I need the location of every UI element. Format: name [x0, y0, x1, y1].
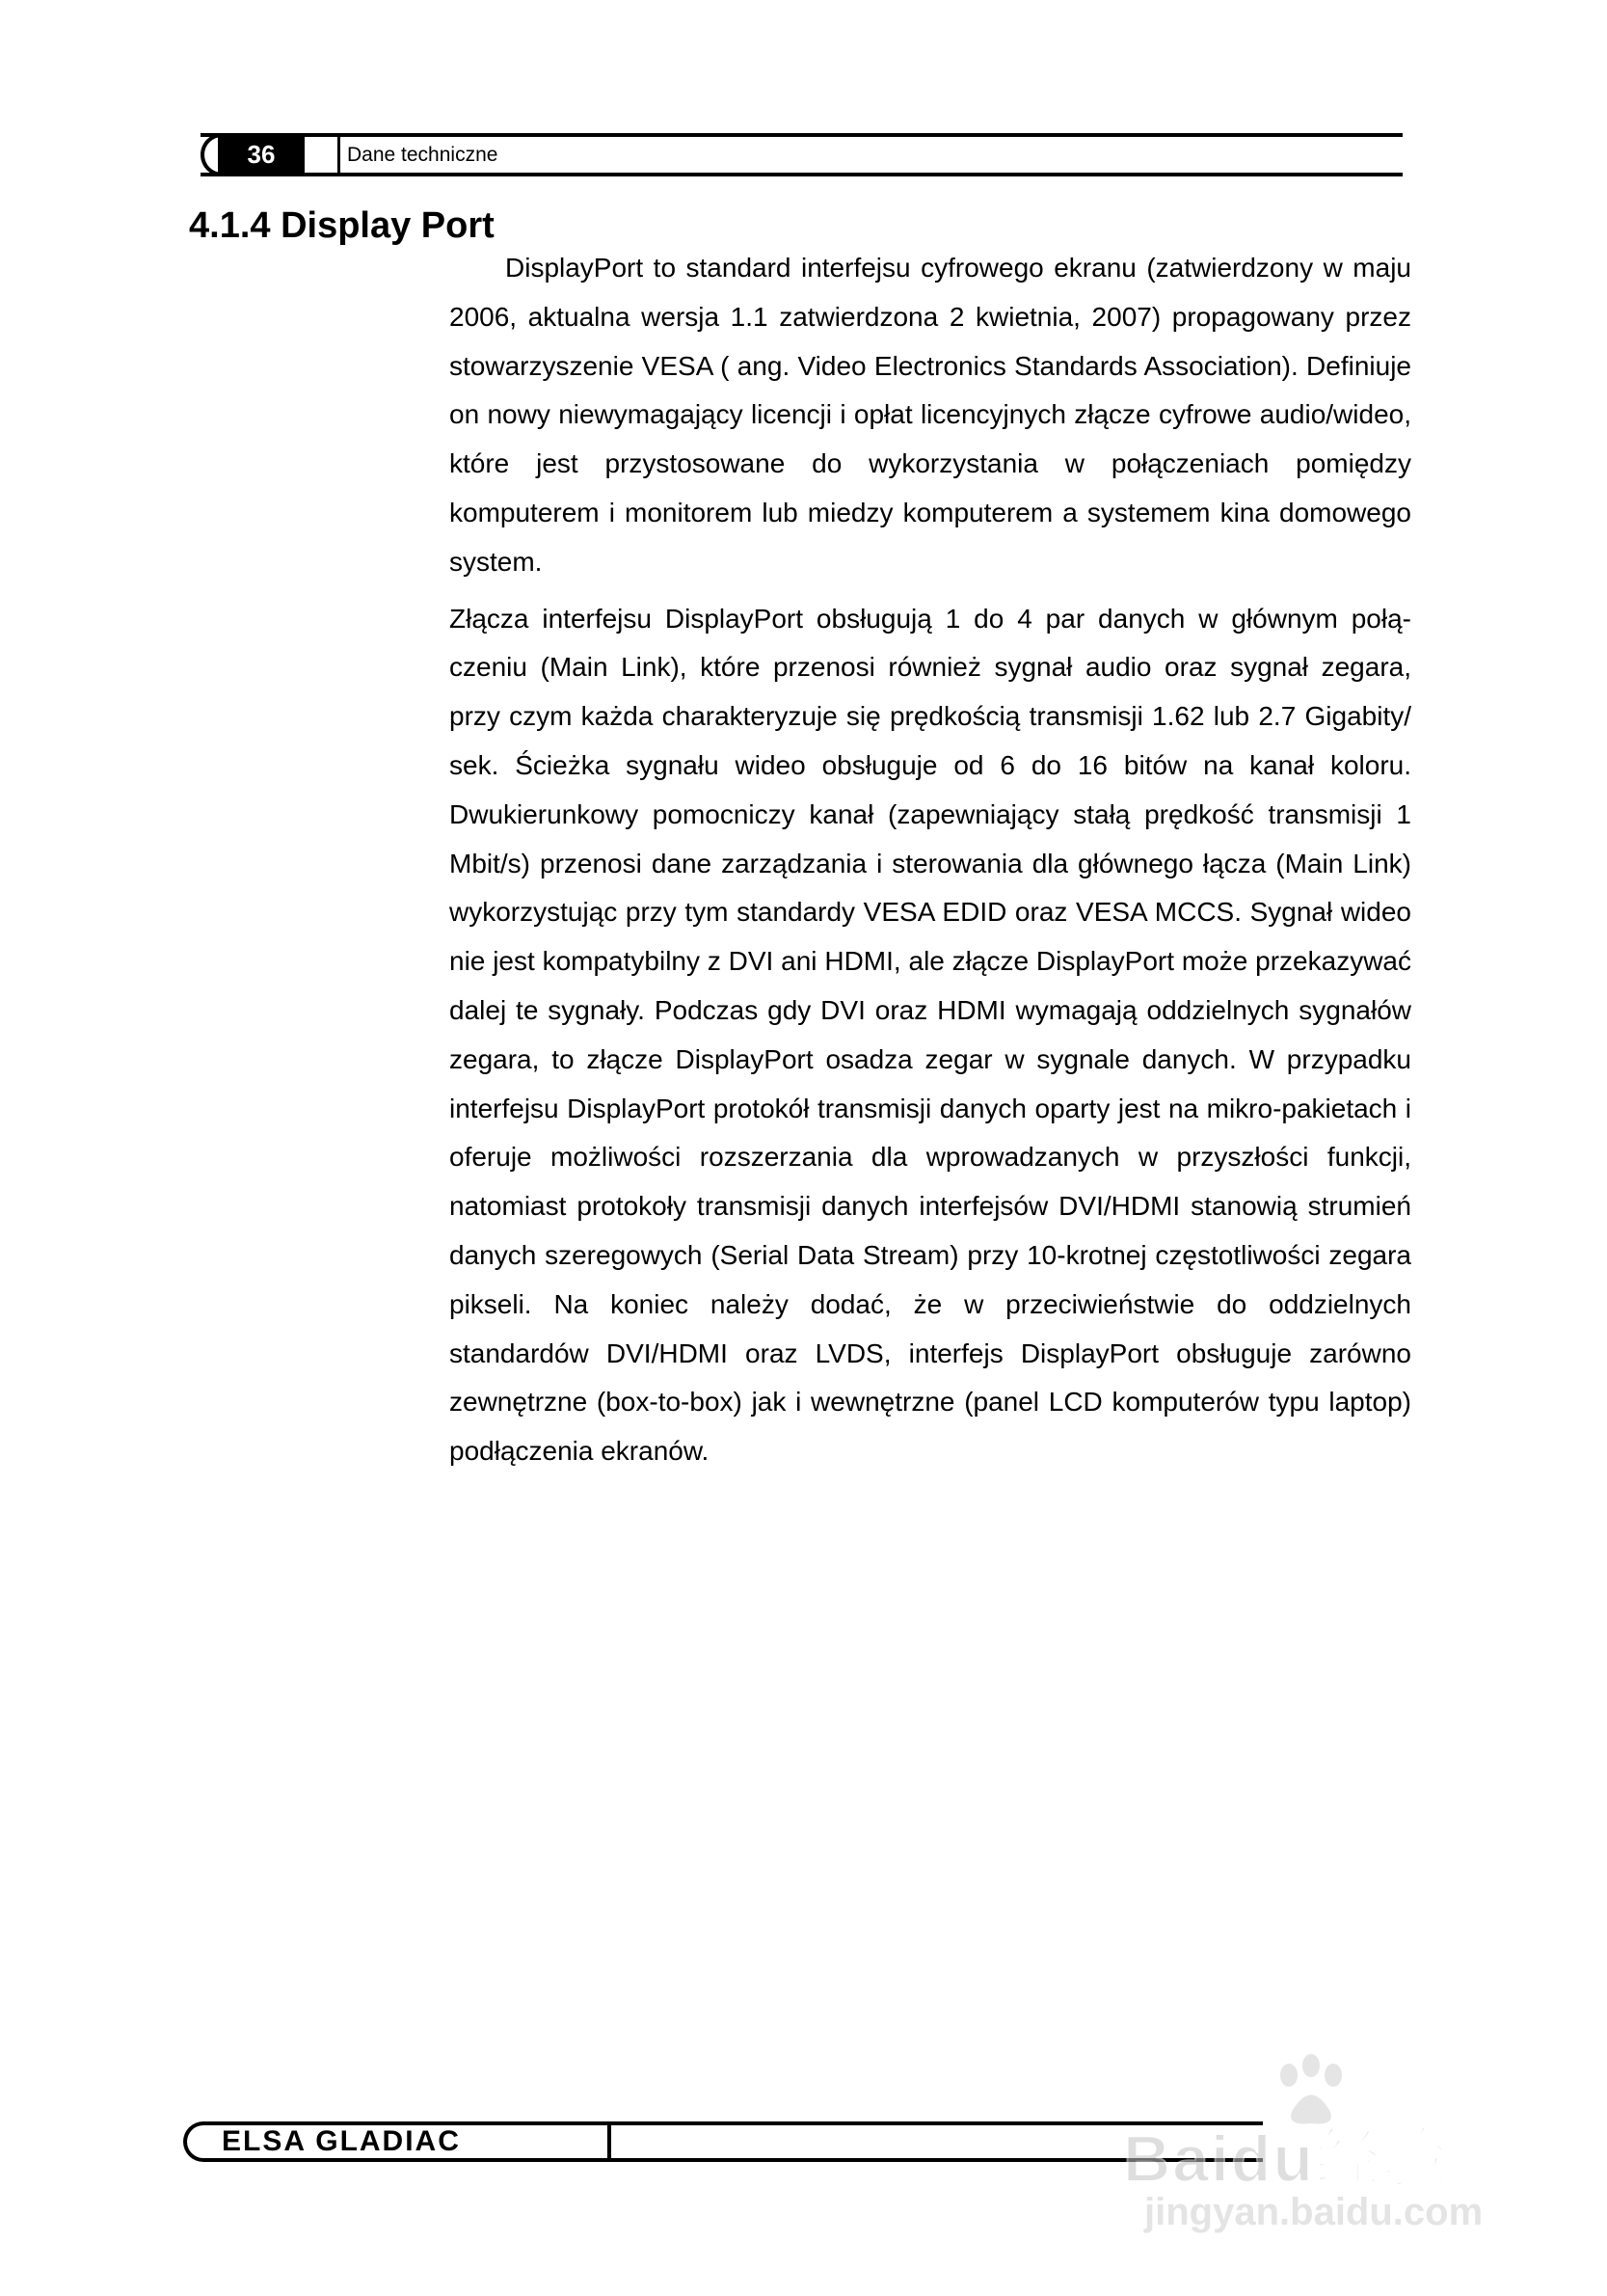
- page-header: [201, 133, 1403, 179]
- footer-end-cap: [183, 2121, 204, 2162]
- footer-separator: [607, 2121, 611, 2162]
- page-footer: [183, 2121, 1263, 2166]
- paragraph-intro: DisplayPort to standard interfejsu cyfrowego ekranu (zatwierdzony w maju 2006, aktualna wersja 1.1 zatwierdzona 2 kwietnia, 2007) propagowany przez stowarzyszenie VESA ( ang. Video Electronics Standards Association). Definiuje on nowy niewymagający licencji i opłat licencyjnych złącze cyfrowe audio/wideo, które jest przystosowane do wykorzystania w połączeniach pomiędzy komputerem i monitorem lub miedzy komputerem a systemem kina domowego system.: [449, 253, 1411, 577]
- body-text: [449, 244, 1411, 1476]
- brand-logo: ELSA GLADIAC: [204, 2121, 607, 2162]
- header-rule-top: [201, 133, 1403, 137]
- header-rule-bottom: [201, 173, 1403, 176]
- paragraph-details: Złącza interfejsu DisplayPort obsługują 1 do 4 par danych w głównym połączeniu (Main Link), które przenosi również sygnał audio oraz sygnał zegara, przy czym każda charakteryzuje się prędkością transmisji 1.62 lub 2.7 Gigabity/ sek. Ścieżka sygnału wideo obsługuje od 6 do 16 bitów na kanał koloru. Dwukierunkowy pomocniczy kanał (zapewniający stałą prędkość transmisji 1 Mbit/s) przenosi dane zarządzania i sterowania dla głównego łącza (Main Link) wykorzystując przy tym standardy VESA EDID oraz VESA MCCS. Sygnał wideo nie jest kompatybilny z DVI ani HDMI, ale złącze DisplayPort może przekazywać dalej te sygnały. Podczas gdy DVI oraz HDMI wymagają oddzielnych sygnałów zegara, to złącze DisplayPort osadza zegar w sygnale danych. W przypadku interfejsu DisplayPort protokół transmisji danych oparty jest na mikro-pakietach i oferuje możliwości rozszerzania dla wprowadzanych w przyszłości funkcji, natomiast protokoły transmisji danych interfejsów DVI/HDMI stanowią strumień danych szeregowych (Serial Data Stream) przy 10-krotnej częstotliwości zegara pikseli. Na koniec należy dodać, że w przeciwieństwie do oddzielnych standardów DVI/HDMI oraz LVDS, interfejs DisplayPort obsługuje zarówno zewnętrzne (box-to-box) jak i wewnętrzne (panel LCD komputerów typu laptop) podłączenia ekranów.: [449, 603, 1411, 1467]
- watermark-logo: Baidu经验: [1123, 2122, 1450, 2196]
- header-separator: [337, 133, 340, 176]
- watermark: [1123, 2054, 1509, 2237]
- watermark-url: jingyan.baidu.com: [1144, 2191, 1484, 2233]
- section-title: Dane techniczne: [347, 144, 498, 166]
- page-number: 36: [218, 133, 305, 176]
- section-heading: 4.1.4 Display Port: [189, 205, 495, 246]
